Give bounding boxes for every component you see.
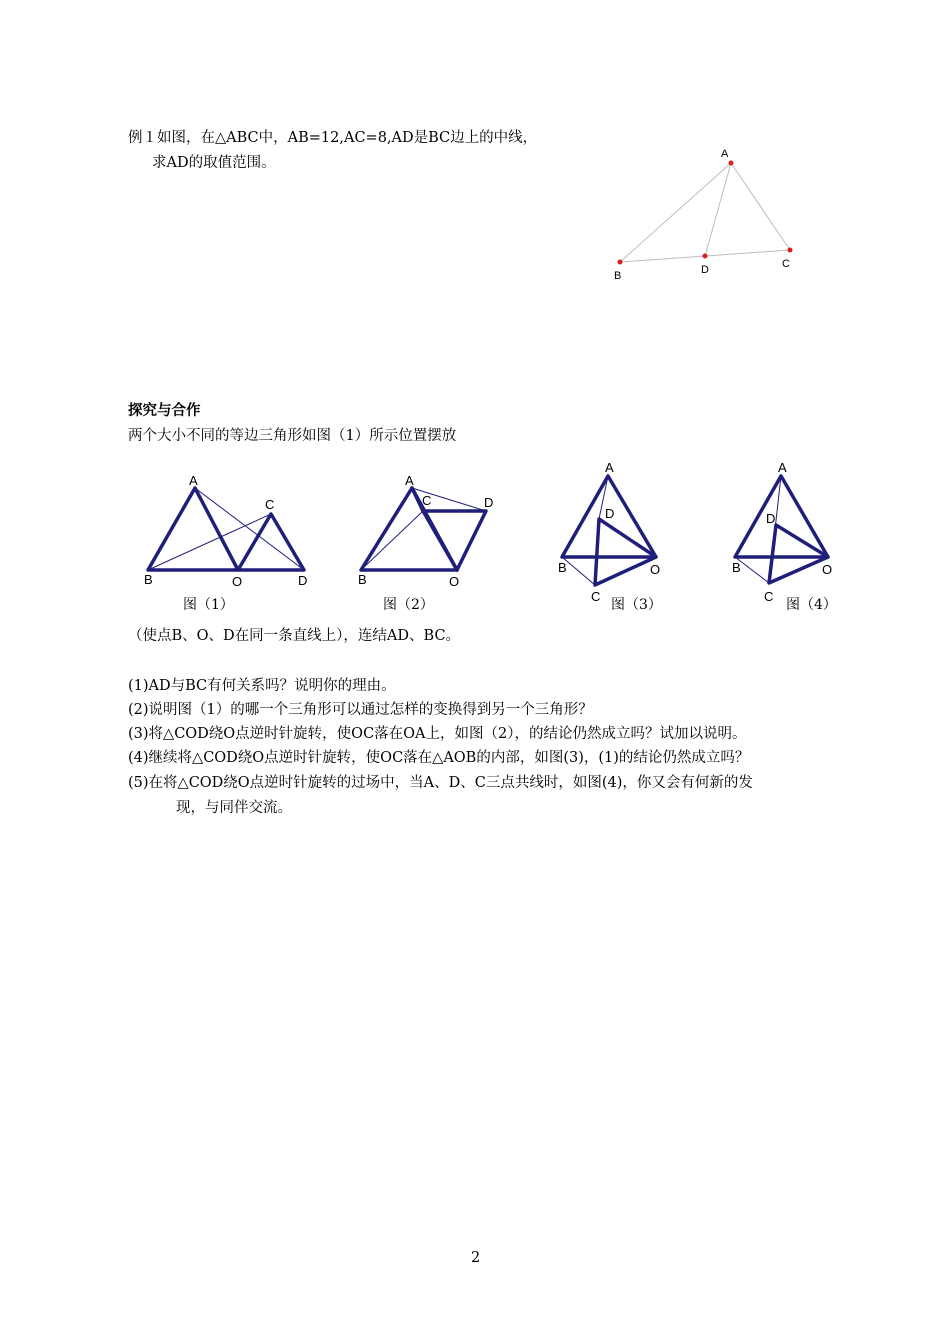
label-b: B xyxy=(358,572,367,587)
label-a: A xyxy=(778,460,787,475)
figure-2 xyxy=(355,470,505,590)
figure-3 xyxy=(555,458,670,604)
figure-1 xyxy=(140,470,320,590)
figure-4 xyxy=(728,458,843,604)
segment-bc xyxy=(562,557,595,585)
label-d: D xyxy=(701,264,709,276)
figure-3-caption: 图（3） xyxy=(611,597,662,613)
explore-intro: 两个大小不同的等边三角形如图（1）所示位置摆放 xyxy=(128,428,457,444)
question-4: (4)继续将△COD绕O点逆时针旋转，使OC落在△AOB的内部，如图(3)，(1)的结论仍然成立吗？ xyxy=(128,750,750,766)
point-d xyxy=(703,254,708,259)
label-b: B xyxy=(614,270,622,282)
question-3: (3)将△COD绕O点逆时针旋转，使OC落在OA上，如图（2），的结论仍然成立吗？试加以说明。 xyxy=(128,726,747,742)
question-1: (1)AD与BC有何关系吗？说明你的理由。 xyxy=(128,678,396,694)
label-o: O xyxy=(650,562,661,577)
figure-2-caption: 图（2） xyxy=(383,597,434,613)
segment-ab xyxy=(620,163,731,262)
question-2: (2)说明图（1）的哪一个三角形可以通过怎样的变换得到另一个三角形？ xyxy=(128,702,593,718)
page-number: 2 xyxy=(471,1250,481,1266)
triangle-cod xyxy=(769,525,828,583)
label-b: B xyxy=(732,560,741,575)
triangle-cod xyxy=(238,514,304,570)
label-c: C xyxy=(265,497,275,512)
label-c: C xyxy=(764,589,774,604)
segment-ad xyxy=(705,163,731,256)
triangle-cod xyxy=(595,519,656,585)
example-line-2: 求AD的取值范围。 xyxy=(152,155,276,171)
label-o: O xyxy=(232,574,243,589)
label-d: D xyxy=(605,506,615,521)
label-c: C xyxy=(422,493,432,508)
label-d: D xyxy=(298,573,308,588)
figure-1-caption: 图（1） xyxy=(183,597,234,613)
label-a: A xyxy=(189,473,198,488)
label-a: A xyxy=(721,148,729,160)
label-a: A xyxy=(405,473,414,488)
label-d: D xyxy=(766,511,776,526)
label-d: D xyxy=(484,495,494,510)
triangle-abo xyxy=(735,476,828,557)
question-5-continued: 现，与同伴交流。 xyxy=(176,800,292,816)
label-o: O xyxy=(822,562,833,577)
label-o: O xyxy=(449,574,460,589)
triangle-abo xyxy=(361,488,457,570)
example-line-1: 例１如图，在△ABC中，AB=12,AC=8,AD是BC边上的中线， xyxy=(128,130,538,146)
figure-4-caption: 图（4） xyxy=(786,597,837,613)
label-a: A xyxy=(605,460,614,475)
point-b xyxy=(618,260,623,265)
segment-ac xyxy=(731,163,790,250)
segment-oc xyxy=(423,511,457,570)
label-c: C xyxy=(591,589,601,604)
question-5: (5)在将△COD绕O点逆时针旋转的过场中，当A、D、C三点共线时，如图(4)，你又会有何新的发 xyxy=(128,775,753,791)
label-b: B xyxy=(144,572,153,587)
label-b: B xyxy=(558,560,567,575)
point-c xyxy=(788,248,793,253)
connect-note: （使点B、O、D在同一条直线上），连结AD、BC。 xyxy=(128,628,461,644)
explore-heading: 探究与合作 xyxy=(128,403,201,419)
segment-ad xyxy=(195,488,304,570)
point-a xyxy=(729,161,734,166)
label-c: C xyxy=(782,258,790,270)
triangle-abo xyxy=(148,488,238,570)
example-triangle-figure xyxy=(600,140,820,290)
